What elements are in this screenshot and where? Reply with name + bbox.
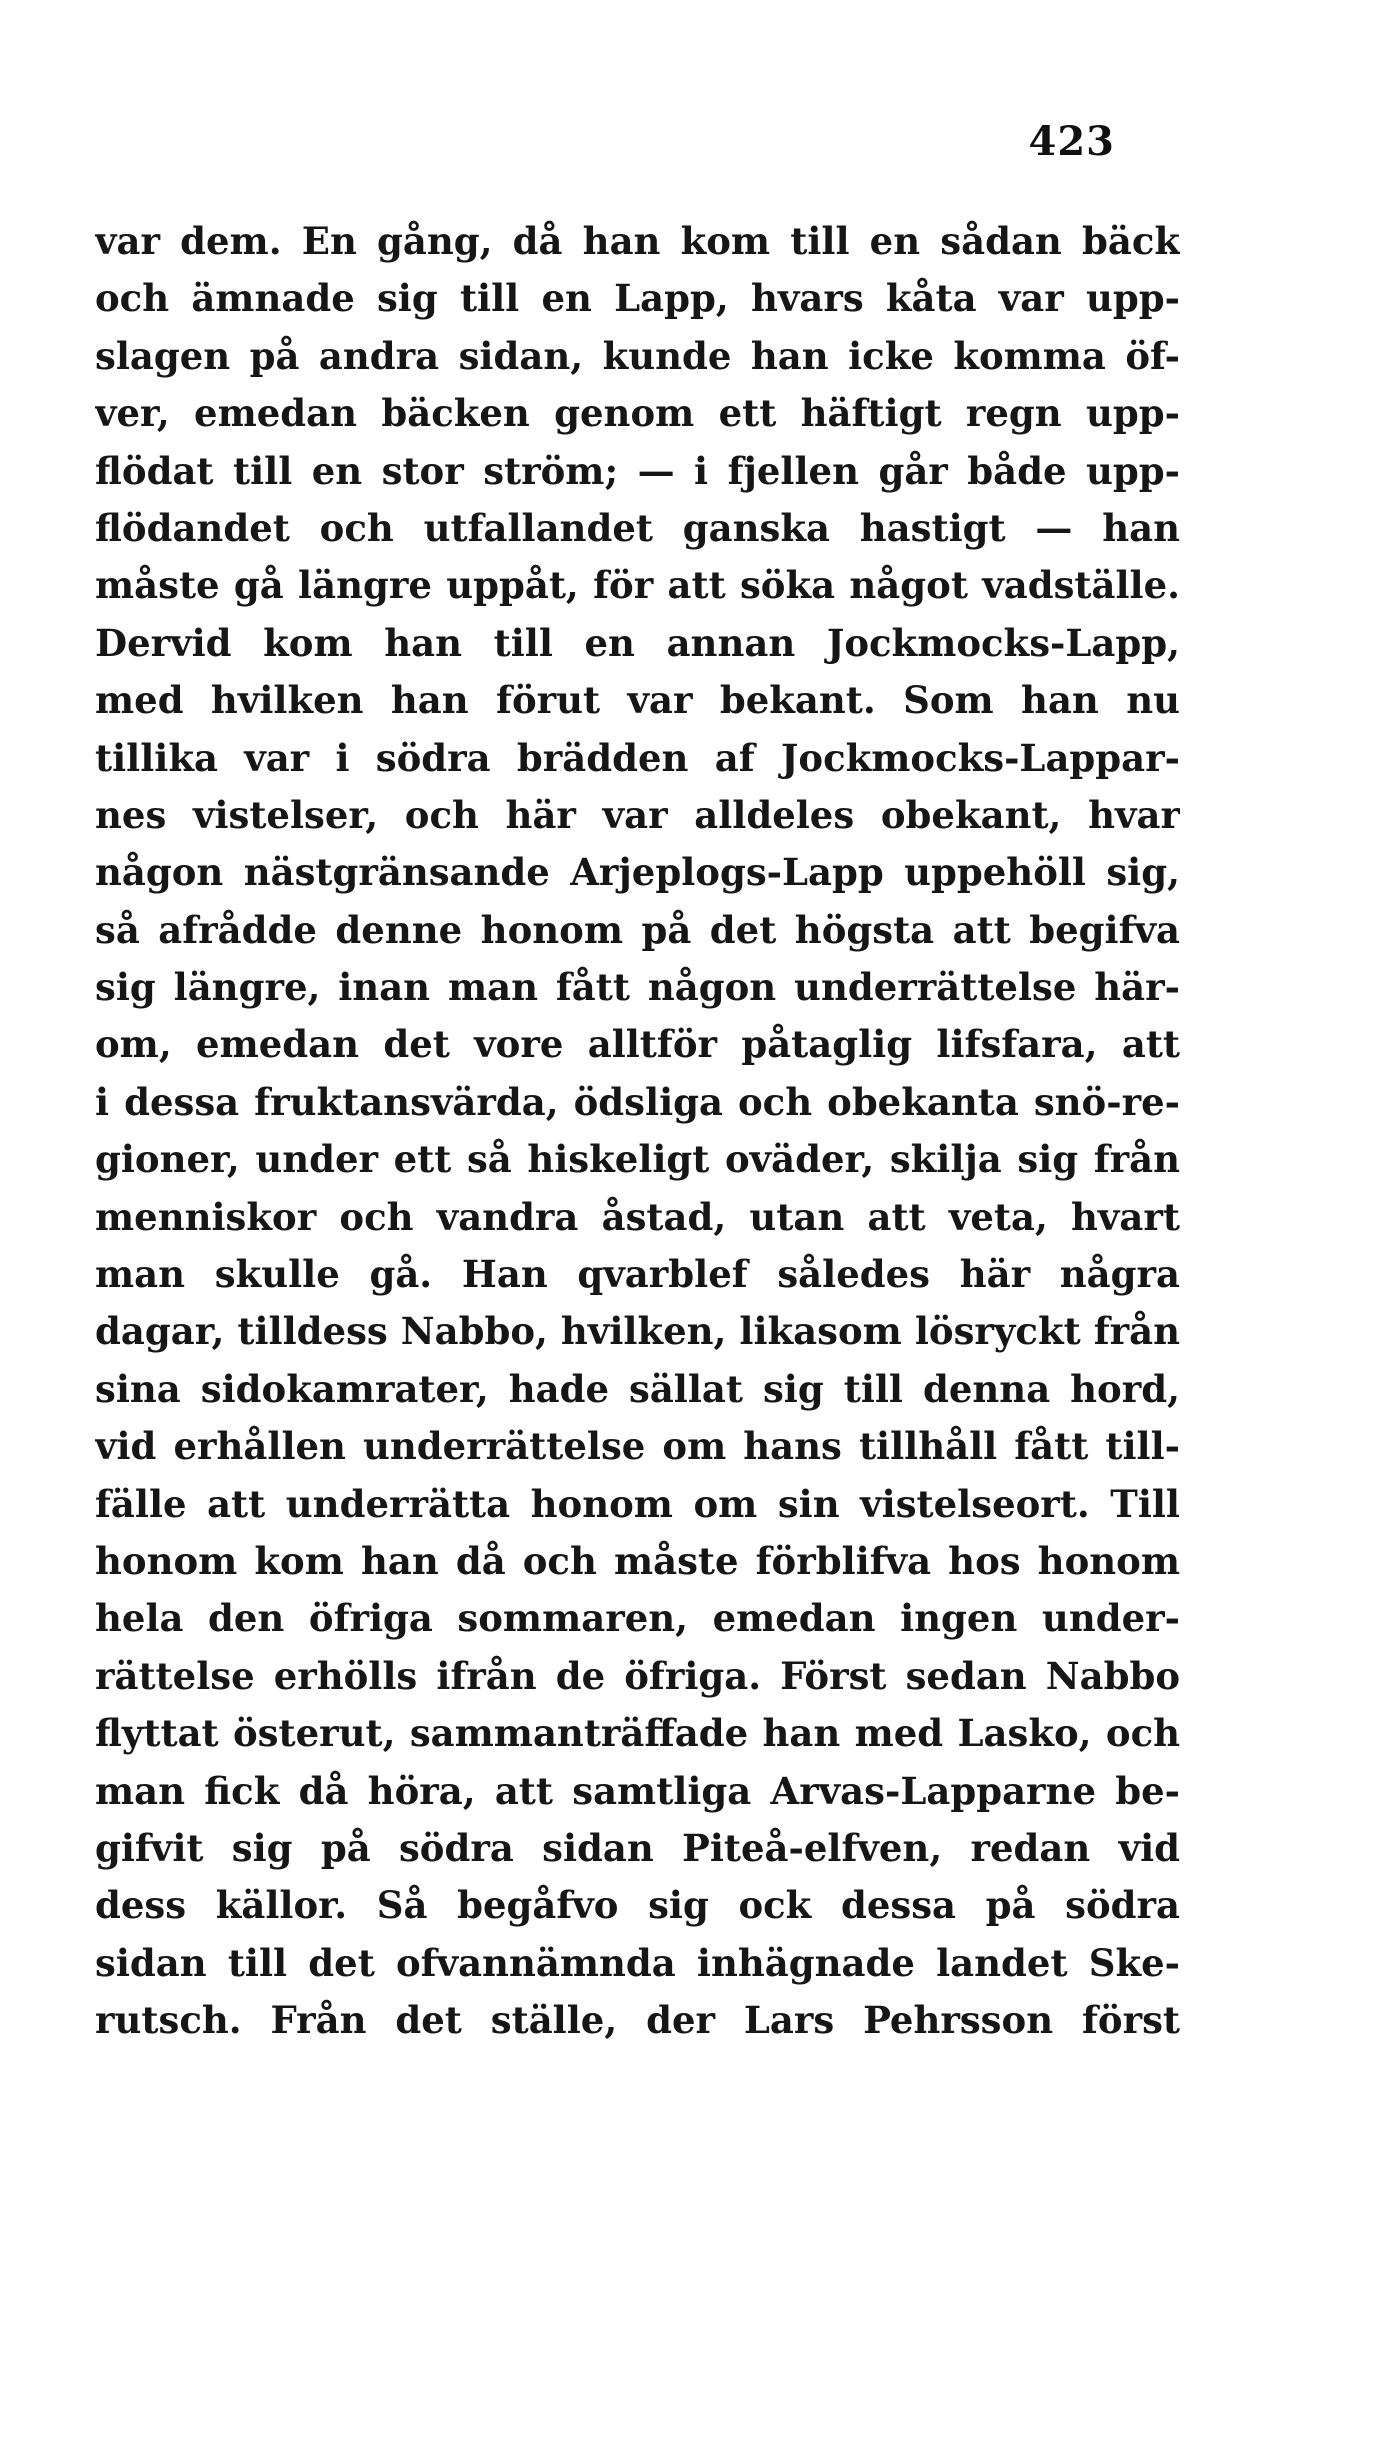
text-line-9: med hvilken han förut var bekant. Som han nu bbox=[95, 678, 1180, 723]
text-line-24: honom kom han då och måste förblifva hos honom bbox=[95, 1538, 1180, 1583]
text-line-11: nes vistelser, och här var alldeles obekant, hvar bbox=[95, 792, 1180, 837]
text-line-4: ver, emedan bäcken genom ett häftigt regn upp- bbox=[95, 391, 1180, 436]
text-line-15: om, emedan det vore alltför påtaglig lifsfara, att bbox=[95, 1022, 1180, 1067]
body-text bbox=[95, 213, 1180, 2050]
text-line-29: gifvit sig på södra sidan Piteå-elfven, redan vid bbox=[95, 1825, 1180, 1870]
text-line-6: flödandet och utfallandet ganska hastigt — han bbox=[95, 505, 1180, 550]
text-line-1: var dem. En gång, då han kom till en sådan bäck bbox=[95, 219, 1180, 263]
text-line-28: man fick då höra, att samtliga Arvas-Lapparne be- bbox=[95, 1768, 1180, 1813]
text-line-13: så afrådde denne honom på det högsta att begifva bbox=[95, 907, 1180, 952]
text-line-2: och ämnade sig till en Lapp, hvars kåta var upp- bbox=[95, 276, 1180, 321]
text-line-16: i dessa fruktansvärda, ödsliga och obekanta snö-re- bbox=[95, 1079, 1180, 1124]
text-line-21: sina sidokamrater, hade sällat sig till denna hord, bbox=[95, 1366, 1180, 1411]
text-line-8: Dervid kom han till en annan Jockmocks-Lapp, bbox=[95, 620, 1180, 665]
text-line-12: någon nästgränsande Arjeplogs-Lapp uppehöll sig, bbox=[95, 850, 1180, 895]
text-line-14: sig längre, inan man fått någon underrättelse här- bbox=[95, 965, 1180, 1010]
text-line-27: flyttat österut, sammanträffade han med Lasko, och bbox=[95, 1711, 1180, 1756]
text-line-20: dagar, tilldess Nabbo, hvilken, likasom lösryckt från bbox=[95, 1309, 1180, 1354]
text-line-18: menniskor och vandra åstad, utan att veta, hvart bbox=[95, 1194, 1180, 1239]
text-line-3: slagen på andra sidan, kunde han icke komma öf- bbox=[95, 333, 1180, 378]
page-number: 423 bbox=[1028, 118, 1115, 165]
text-line-10: tillika var i södra brädden af Jockmocks-Lappar- bbox=[95, 735, 1180, 780]
text-line-17: gioner, under ett så hiskeligt oväder, skilja sig från bbox=[95, 1137, 1180, 1182]
text-line-5: flödat till en stor ström; — i fjellen går både upp- bbox=[95, 448, 1180, 493]
text-line-30: dess källor. Så begåfvo sig ock dessa på södra bbox=[95, 1883, 1180, 1928]
text-line-23: fälle att underrätta honom om sin vistelseort. Till bbox=[95, 1481, 1180, 1526]
text-line-19: man skulle gå. Han qvarblef således här några bbox=[95, 1252, 1180, 1297]
text-line-32: rutsch. Från det ställe, der Lars Pehrsson först bbox=[95, 1998, 1180, 2043]
text-line-26: rättelse erhölls ifrån de öfriga. Först sedan Nabbo bbox=[95, 1653, 1180, 1698]
text-line-25: hela den öfriga sommaren, emedan ingen under- bbox=[95, 1596, 1180, 1641]
text-line-7: måste gå längre uppåt, för att söka något vadställe. bbox=[95, 563, 1180, 608]
text-line-31: sidan till det ofvannämnda inhägnade landet Ske- bbox=[95, 1940, 1180, 1985]
text-line-22: vid erhållen underrättelse om hans tillhåll fått till- bbox=[95, 1424, 1180, 1469]
